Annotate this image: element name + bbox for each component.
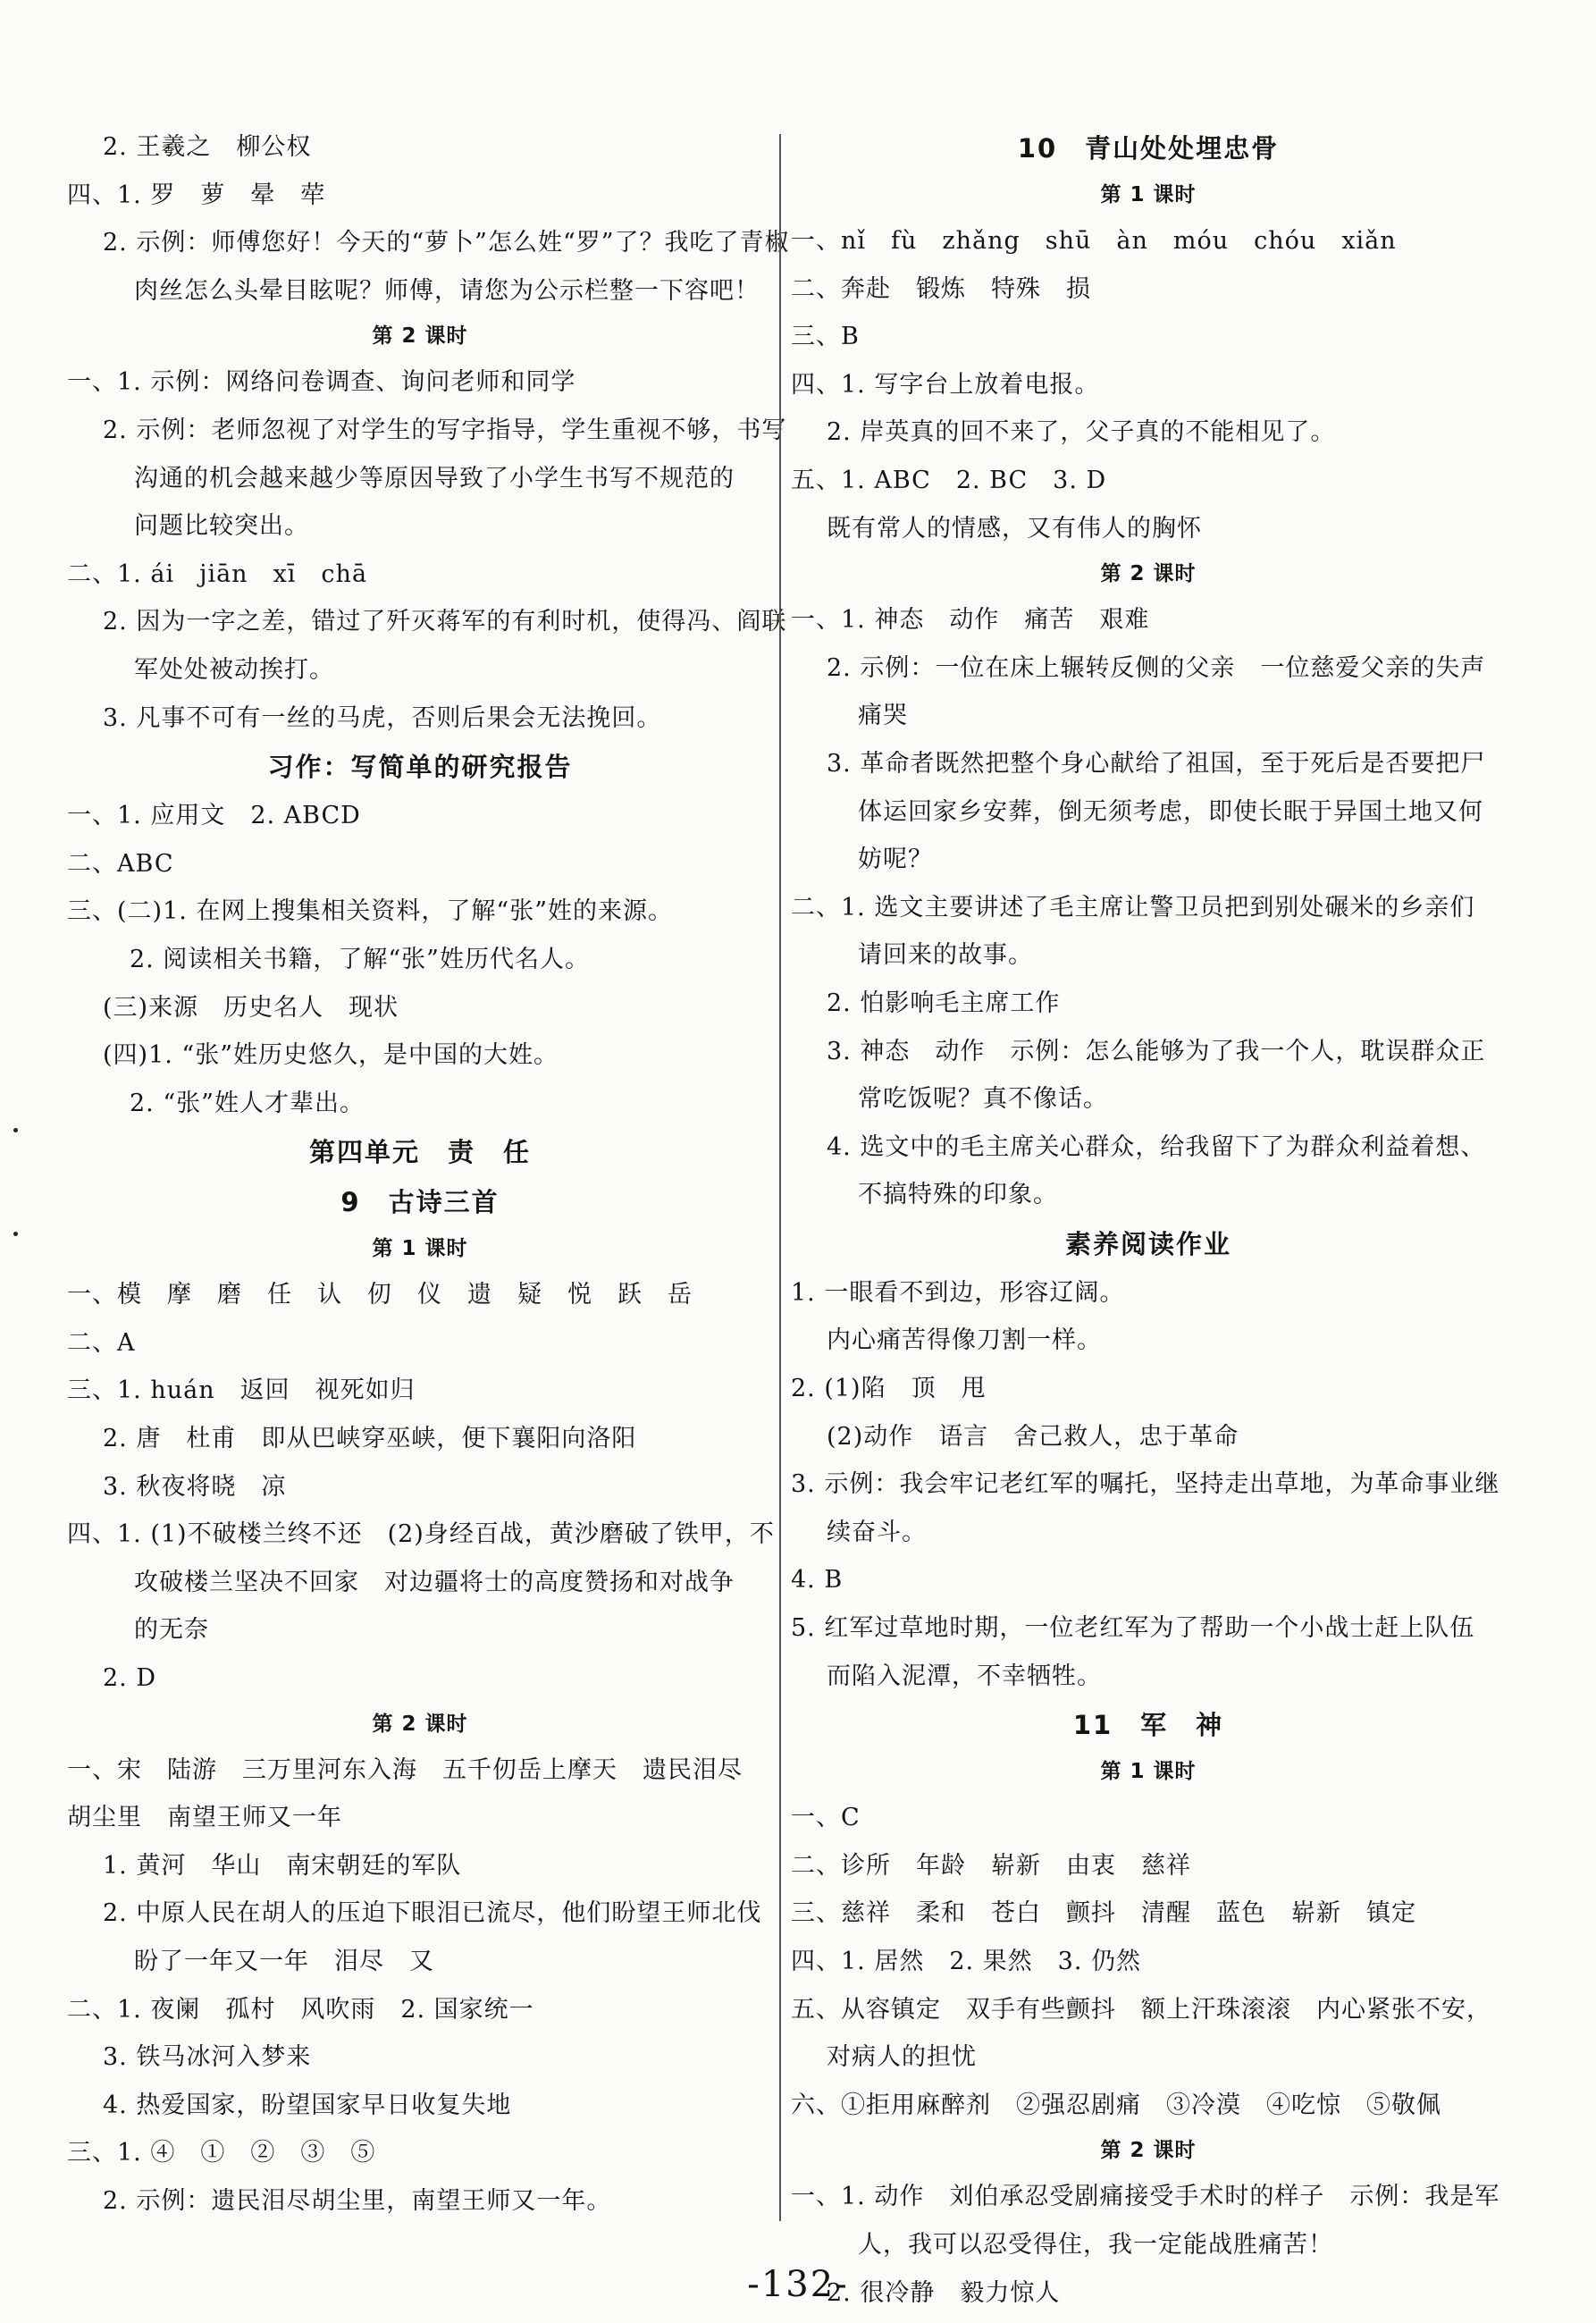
answer-line: 2. 示例：师傅您好！今天的“萝卜”怎么姓“罗”了？我吃了青椒 (103, 229, 790, 257)
answer-line: 1. 一眼看不到边，形容辽阔。 (791, 1278, 1125, 1307)
answer-line: 一、1. 应用文 2. ABCD (67, 802, 361, 830)
section-heading: 习作：写简单的研究报告 (267, 752, 573, 783)
answer-line: 二、奔赴 锻炼 特殊 损 (791, 274, 1091, 303)
section-heading: 9 古诗三首 (340, 1187, 500, 1218)
answer-line: 既有常人的情感，又有伟人的胸怀 (827, 514, 1202, 543)
answer-line: 一、模 摩 磨 任 认 仞 仪 遗 疑 悦 跃 岳 (67, 1281, 693, 1309)
answer-line: (三)来源 历史名人 现状 (103, 993, 399, 1022)
answer-line: (2)动作 语言 舍己救人，忠于革命 (827, 1422, 1239, 1451)
answer-line: 2. 中原人民在胡人的压迫下眼泪已流尽，他们盼望王师北伐 (103, 1899, 762, 1928)
answer-line: 一、宋 陆游 三万里河东入海 五千仞岳上摩天 遗民泪尽 (67, 1755, 743, 1784)
answer-line: 二、1. 选文主要讲述了毛主席让警卫员把到别处碾米的乡亲们 (791, 893, 1475, 922)
answer-line: 六、①拒用麻醉剂 ②强忍剧痛 ③冷漠 ④吃惊 ⑤敬佩 (791, 2091, 1441, 2119)
answer-line: 五、从容镇定 双手有些颤抖 额上汗珠滚滚 内心紧张不安， (791, 1995, 1491, 2024)
answer-line: 2. 阅读相关书籍，了解“张”姓历代名人。 (130, 945, 590, 973)
page-number: -132- (747, 2264, 849, 2305)
answer-line: 2. 示例：一位在床上辗转反侧的父亲 一位慈爱父亲的失声 (827, 653, 1486, 682)
scan-mark (13, 1128, 18, 1132)
answer-line: 2. D (103, 1664, 156, 1693)
lesson-heading: 第 2 课时 (372, 324, 468, 349)
answer-line: 2. “张”姓人才辈出。 (130, 1089, 365, 1117)
answer-line: 痛哭 (858, 702, 908, 730)
answer-line: 三、1. huán 返回 视死如归 (67, 1376, 416, 1405)
answer-line: 4. 选文中的毛主席关心群众，给我留下了为群众利益着想、 (827, 1132, 1486, 1161)
answer-line: 三、(二)1. 在网上搜集相关资料，了解“张”姓的来源。 (67, 897, 674, 926)
answer-line: 请回来的故事。 (858, 941, 1033, 970)
answer-line: 妨呢？ (858, 846, 933, 874)
answer-line: 问题比较突出。 (134, 512, 309, 541)
answer-line: 肉丝怎么头晕目眩呢？师傅，请您为公示栏整一下容吧！ (134, 276, 760, 305)
section-heading: 10 青山处处埋忠骨 (1017, 133, 1280, 164)
answer-line: 二、A (67, 1328, 136, 1357)
answer-line: 一、1. 神态 动作 痛苦 艰难 (791, 606, 1150, 635)
answer-line: 三、慈祥 柔和 苍白 颤抖 清醒 蓝色 崭新 镇定 (791, 1899, 1416, 1928)
answer-line: (四)1. “张”姓历史悠久，是中国的大姓。 (103, 1041, 559, 1070)
section-heading: 11 军 神 (1072, 1710, 1224, 1741)
answer-line: 一、1. 动作 刘伯承忍受剧痛接受手术时的样子 示例：我是军 (791, 2183, 1500, 2211)
answer-line: 常吃饭呢？真不像话。 (858, 1085, 1108, 1114)
answer-line: 二、诊所 年龄 崭新 由衷 慈祥 (791, 1851, 1191, 1880)
answer-line: 5. 红军过草地时期，一位老红军为了帮助一个小战士赶上队伍 (791, 1614, 1475, 1643)
answer-line: 四、1. 居然 2. 果然 3. 仍然 (791, 1948, 1142, 1975)
answer-line: 人，我可以忍受得住，我一定能战胜痛苦！ (858, 2230, 1333, 2259)
answer-line: 对病人的担忧 (827, 2043, 977, 2072)
answer-line: 3. 示例：我会牢记老红军的嘱托，坚持走出草地，为革命事业继 (791, 1470, 1500, 1499)
answer-line: 3. 铁马冰河入梦来 (103, 2043, 312, 2072)
section-heading: 第四单元 责 任 (308, 1137, 531, 1168)
answer-line: 胡尘里 南望王师又一年 (67, 1804, 342, 1832)
column-divider (779, 134, 781, 2221)
answer-line: 二、1. 夜阑 孤村 风吹雨 2. 国家统一 (67, 1995, 534, 2024)
answer-line: 一、nǐ fù zhǎng shū àn móu chóu xiǎn (791, 227, 1397, 255)
scan-mark (13, 1232, 18, 1236)
answer-line: 2. 岸英真的回不来了，父子真的不能相见了。 (827, 418, 1336, 447)
answer-line: 内心痛苦得像刀割一样。 (827, 1326, 1102, 1355)
answer-line: 3. 革命者既然把整个身心献给了祖国，至于死后是否要把尸 (827, 749, 1486, 778)
answer-line: 3. 神态 动作 示例：怎么能够为了我一个人，耽误群众正 (827, 1037, 1486, 1065)
answer-line: 4. B (791, 1566, 844, 1595)
answer-line: 体运回家乡安葬，倒无须考虑，即使长眠于异国土地又何 (858, 797, 1483, 826)
answer-line: 1. 黄河 华山 南宋朝廷的军队 (103, 1851, 462, 1880)
answer-line: 沟通的机会越来越少等原因导致了小学生书写不规范的 (134, 464, 735, 492)
lesson-heading: 第 2 课时 (372, 1712, 468, 1736)
right-column (791, 123, 1506, 2317)
answer-line: 四、1. 写字台上放着电报。 (791, 370, 1100, 399)
answer-line: 攻破楼兰坚决不回家 对边疆将士的高度赞扬和对战争 (134, 1568, 735, 1596)
answer-line: 4. 热爱国家，盼望国家早日收复失地 (103, 2091, 512, 2119)
answer-line: 2. 示例：遗民泪尽胡尘里，南望王师又一年。 (103, 2186, 612, 2215)
answer-line: 2. 很冷静 毅力惊人 (827, 2278, 1061, 2307)
answer-line: 2. 因为一字之差，错过了歼灭蒋军的有利时机，使得冯、阎联 (103, 608, 787, 636)
answer-line: 3. 秋夜将晓 凉 (103, 1472, 287, 1501)
answer-line: 四、1. (1)不破楼兰终不还 (2)身经百战，黄沙磨破了铁甲，不 (67, 1520, 775, 1549)
answer-line: 盼了一年又一年 泪尽 又 (134, 1948, 434, 1975)
answer-line: 2. 王羲之 柳公权 (103, 133, 312, 161)
answer-line: 军处处被动挨打。 (134, 655, 334, 684)
lesson-heading: 第 1 课时 (372, 1237, 468, 1261)
answer-line: 四、1. 罗 萝 晕 荦 (67, 181, 326, 209)
answer-line: 一、C (791, 1804, 861, 1832)
answer-line: 一、1. 示例：网络问卷调查、询问老师和同学 (67, 368, 576, 397)
answer-line: 五、1. ABC 2. BC 3. D (791, 466, 1107, 494)
lesson-heading: 第 2 课时 (1100, 2139, 1197, 2163)
left-column (67, 123, 790, 2226)
lesson-heading: 第 2 课时 (1100, 562, 1197, 586)
lesson-heading: 第 1 课时 (1100, 183, 1197, 206)
answer-line: 2. 示例：老师忽视了对学生的写字指导，学生重视不够，书写 (103, 416, 787, 444)
lesson-heading: 第 1 课时 (1100, 1760, 1197, 1784)
answer-line: 续奋斗。 (827, 1518, 927, 1546)
answer-line: 二、1. ái jiān xī chā (67, 560, 368, 588)
answer-line: 2. 唐 杜甫 即从巴峡穿巫峡，便下襄阳向洛阳 (103, 1425, 637, 1453)
answer-line: 2. (1)陷 顶 甩 (791, 1375, 987, 1403)
answer-line: 不搞特殊的印象。 (858, 1181, 1058, 1209)
answer-line: 二、ABC (67, 849, 174, 878)
answer-line: 3. 凡事不可有一丝的马虎，否则后果会无法挽回。 (103, 703, 662, 732)
answer-line: 而陷入泥潭，不幸牺牲。 (827, 1662, 1102, 1690)
answer-line: 2. 怕影响毛主席工作 (827, 989, 1061, 1017)
answer-line: 三、B (791, 323, 860, 351)
answer-line: 的无奈 (134, 1616, 209, 1645)
answer-line: 三、1. ④ ① ② ③ ⑤ (67, 2139, 376, 2167)
section-heading: 素养阅读作业 (1064, 1228, 1231, 1259)
